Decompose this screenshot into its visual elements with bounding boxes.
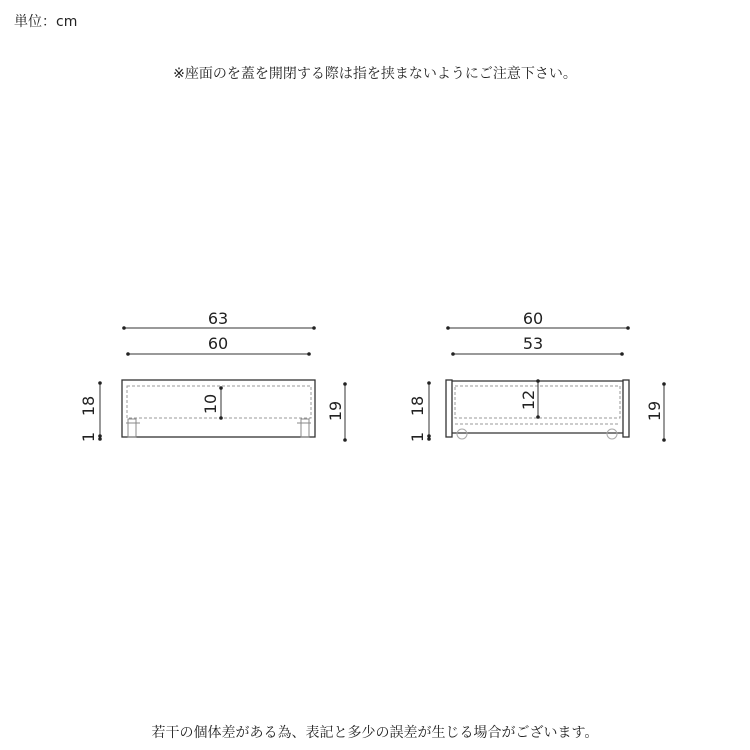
side-view bbox=[429, 328, 664, 440]
side-inner-depth-label: 12 bbox=[519, 389, 538, 411]
unit-label: 単位：cm bbox=[14, 14, 78, 30]
front-inner-width-label: 60 bbox=[207, 334, 229, 353]
side-body-height-label: 18 bbox=[408, 395, 427, 417]
front-body-height-label: 18 bbox=[79, 395, 98, 417]
side-outer-width-label: 60 bbox=[522, 309, 544, 328]
front-inner-depth-label: 10 bbox=[201, 393, 220, 415]
caster-icon bbox=[126, 419, 311, 437]
side-inner-width-label: 53 bbox=[522, 334, 544, 353]
caution-note: ※座面のを蓋を開閉する際は指を挟まないようにご注意下さい。 bbox=[173, 66, 577, 82]
tolerance-note: 若干の個体差がある為、表記と多少の誤差が生じる場合がございます。 bbox=[151, 725, 599, 741]
side-total-height-label: 19 bbox=[645, 400, 664, 422]
side-panel-left bbox=[446, 380, 452, 437]
side-caster-height-label: 1 bbox=[408, 431, 427, 443]
caster-icon bbox=[457, 429, 617, 439]
side-panel-right bbox=[623, 380, 629, 437]
front-caster-height-label: 1 bbox=[79, 431, 98, 443]
front-total-height-label: 19 bbox=[326, 400, 345, 422]
front-outer-width-label: 63 bbox=[207, 309, 229, 328]
